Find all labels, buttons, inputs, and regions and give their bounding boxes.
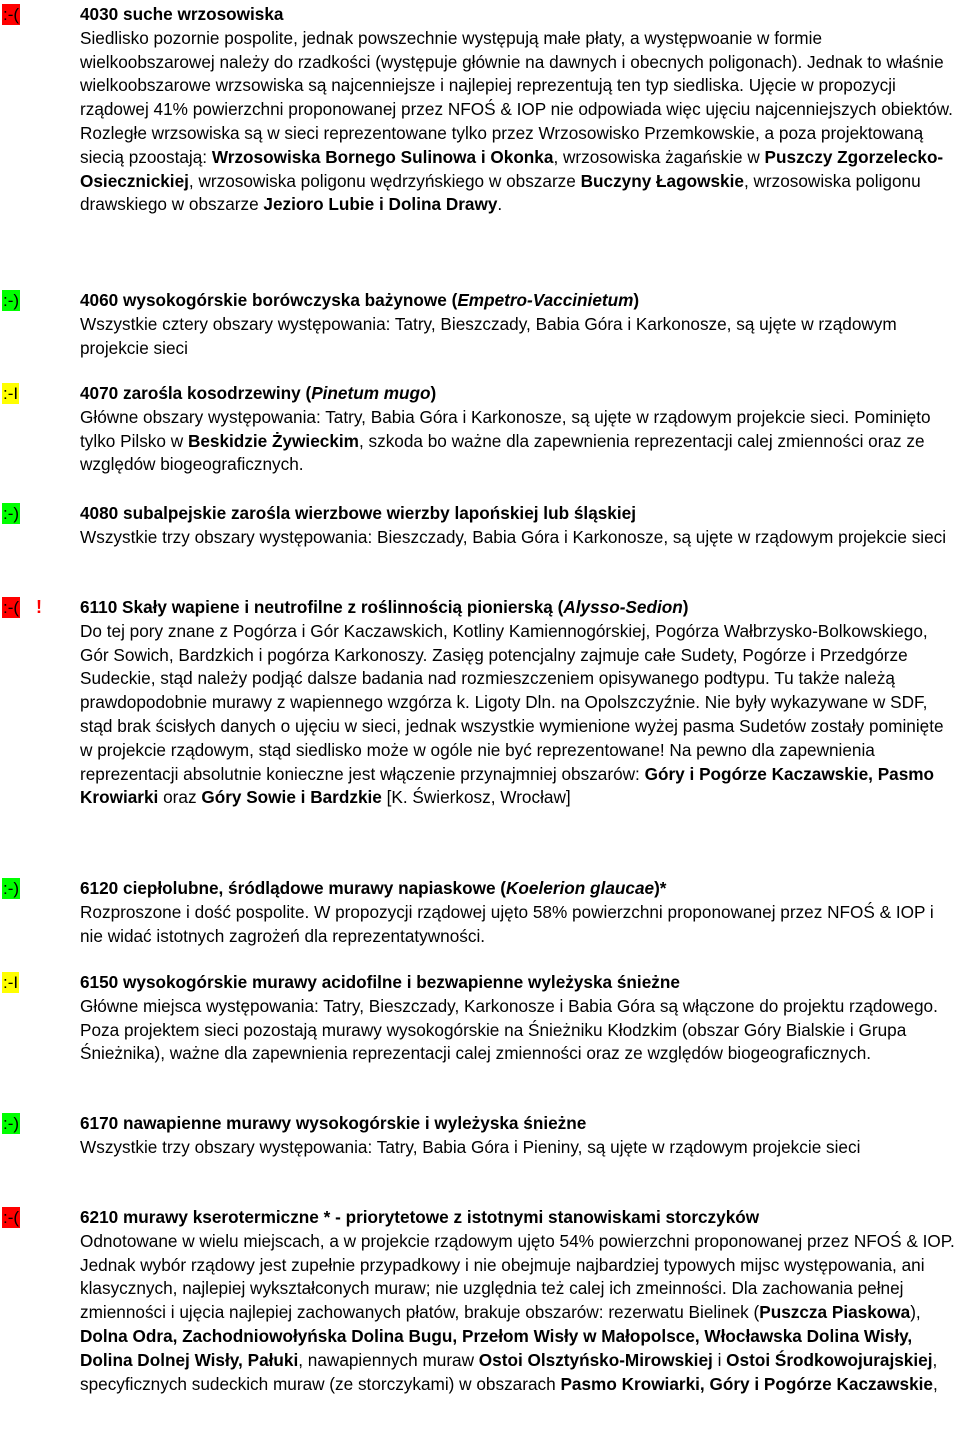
status-badge: :-) <box>3 504 20 523</box>
bold-text: Góry Sowie i Bardzkie <box>201 787 382 808</box>
text-run: 6210 murawy kserotermiczne * - priorytetowe z istotnymi stanowiskami storczyków <box>80 1207 760 1227</box>
bold-text: Puszczy Zgorzelecko-Osiecznickiej <box>80 146 944 191</box>
habitat-title <box>80 1206 960 1230</box>
bold-text: Dolna Odra, Zachodniowołyńska Dolina Bugu, Przełom Wisły w Małopolsce, Włocławska Dolina Wisły, Dolina Dolnej Wisły, Pałuki <box>80 1325 913 1370</box>
text-run: )* <box>654 878 667 898</box>
text-run: i <box>712 1349 727 1370</box>
text-run: Do tej pory znane z Pogórza i Gór Kaczawskich, Kotliny Kamiennogórskiej, Pogórza Wałbrzysko-Bolkowskiego, Gór Sowich, Bardzkich i pogórza Karkonoszy. Zasięg potencjalny zajmuje całe Sudety, Pogórze i Przedgórze Sudeckie, stąd należy podjąć dalsze badania nad rozmieszczeniem opisywanego podtypu. Tu także należą prawdopodobnie murawy z wapiennego wzgórza k. Ligoty Dln. na Opolszczyźnie. Nie były wykazywane w SDF, stąd brak ścisłych danych o ujęciu w sieci, jednak wszystkie wymienione wyżej pasma Sudetów zostały pominięte w projekcie rządowym, stąd siedlisko może w ogóle nie być reprezentowane! Na pewno dla zapewnienia reprezentacji absolutnie konieczne jest włączenie przynajmniej obszarów: <box>80 620 944 784</box>
bold-text: Góry i Pogórze Kaczawskie, Pasmo Krowiarki <box>80 763 935 808</box>
text-run: Siedlisko pozornie pospolite, jednak powszechnie występują małe płaty, a występwoanie w formie wielkoobszarowej należy do rzadkości (występuje głównie na dawnych i obecnych poligonach). Jednak to właśnie wielkoobszarowe wrzsowiska są najcenniejsze i najlepiej reprezentują ten typ siedliska. Ujęcie w propozycji rządowej 41% powierzchni proponowanej przez NFOŚ & IOP nie odpowiada więc ujęciu najcenniejszych obiektów. Rozległe wrzsowiska są w sieci reprezentowane tylko przez Wrzosowisko Przemkowskie, a poza projektowaną siecią pzoostają: <box>80 27 953 167</box>
habitat-entry-6110 <box>0 596 960 810</box>
text-run: [K. Świerkosz, Wrocław] <box>381 787 571 808</box>
italic-text: Alysso-Sedion <box>563 597 683 617</box>
habitat-title <box>80 596 960 620</box>
habitat-entry-4080 <box>0 502 960 550</box>
habitat-description <box>80 1136 960 1160</box>
text-run: 6150 wysokogórskie murawy acidofilne i bezwapienne wyleżyska śnieżne <box>80 972 680 992</box>
bold-text: Beskidzie Żywieckim <box>187 430 359 451</box>
text-run: 6170 nawapienne murawy wysokogórskie i wyleżyska śnieżne <box>80 1113 587 1133</box>
text-run: , szkoda bo ważne dla zapewnienia reprezentacji calej zmienności oraz ze względów biogeograficznych. <box>80 430 925 475</box>
habitat-title <box>80 877 960 901</box>
bold-text: Jezioro Lubie i Dolina Drawy <box>263 194 498 215</box>
text-run: 4060 wysokogórskie borówczyska bażynowe ( <box>80 290 458 310</box>
bold-text: Puszcza Piaskowa <box>759 1302 911 1323</box>
text-run: oraz <box>158 787 202 808</box>
italic-text: Empetro-Vaccinietum <box>457 290 634 310</box>
status-badge: :-) <box>3 1114 20 1133</box>
text-run: , specyficznych sudeckich muraw (ze storczykami) w obszarach <box>80 1349 938 1394</box>
status-badge: :-( <box>3 1208 20 1227</box>
text-run: Rozproszone i dość pospolite. W propozycji rządowej ujęto 58% powierzchni proponowanej przez NFOŚ & IOP i nie widać istotnych zagrożeń dla reprezentatywności. <box>80 901 934 946</box>
habitat-title <box>80 971 960 995</box>
habitat-title <box>80 1112 960 1136</box>
habitat-title <box>80 382 960 406</box>
text-run: ) <box>430 383 437 403</box>
habitat-entry-6150 <box>0 971 960 1066</box>
bold-text: Ostoi Środkowojurajskiej <box>726 1349 933 1370</box>
habitat-entry-6120 <box>0 877 960 948</box>
status-badge: :-( <box>3 598 20 617</box>
habitat-entry-4060 <box>0 289 960 360</box>
status-badge: :-I <box>3 973 19 992</box>
text-run: Wszystkie trzy obszary występowania: Tatry, Babia Góra i Pieniny, są ujęte w rządowym projekcie sieci <box>80 1136 861 1157</box>
text-run: ) <box>682 597 689 617</box>
habitat-description <box>80 526 960 550</box>
bold-text: Pasmo Krowiarki, Góry i Pogórze Kaczawskie <box>560 1373 933 1394</box>
habitat-title <box>80 289 960 313</box>
habitat-entry-4030 <box>0 3 960 217</box>
text-run: Główne miejsca występowania: Tatry, Bieszczady, Karkonosze i Babia Góra są włączone do projektu rządowego. Poza projektem sieci pozostają murawy wysokogórskie na Śnieżniku Kłodzkim (obszar Góry Bialskie i Grupa Śnieżnika), ważne dla zapewnienia reprezentacji calej zmienności oraz ze względów biogeograficznych. <box>80 995 938 1064</box>
text-run: ), <box>910 1302 921 1323</box>
habitat-entry-4070 <box>0 382 960 477</box>
text-run: Wszystkie trzy obszary występowania: Bieszczady, Babia Góra i Karkonosze, są ujęte w rządowym projekcie sieci <box>80 526 947 547</box>
bold-text: Wrzosowiska Bornego Sulinowa i Okonka <box>211 146 554 167</box>
text-run: , wrzosowiska żagańskie w <box>553 146 765 167</box>
text-run: 4030 suche wrzosowiska <box>80 4 284 24</box>
status-badge: :-I <box>3 384 19 403</box>
habitat-description <box>80 995 960 1066</box>
bold-text: Ostoi Olsztyńsko-Mirowskiej <box>478 1349 713 1370</box>
habitat-title <box>80 3 960 27</box>
text-run: , wrzosowiska poligonu drawskiego w obszarze <box>80 170 921 215</box>
text-run: , wrzosowiska poligonu wędrzyńskiego w obszarze <box>188 170 581 191</box>
bold-text: Buczyny Łagowskie <box>580 170 744 191</box>
italic-text: Pinetum mugo <box>311 383 431 403</box>
text-run: 6110 Skały wapiene i neutrofilne z roślinnością pionierską ( <box>80 597 564 617</box>
text-run: Wszystkie cztery obszary występowania: Tatry, Bieszczady, Babia Góra i Karkonosze, są ujęte w rządowym projekcie sieci <box>80 313 897 358</box>
italic-text: Koelerion glaucae <box>506 878 655 898</box>
habitat-description <box>80 313 960 361</box>
text-run: 4080 subalpejskie zarośla wierzbowe wierzby lapońskiej lub śląskiej <box>80 503 636 523</box>
text-run: ) <box>633 290 640 310</box>
habitat-description <box>80 1230 960 1397</box>
status-badge: :-( <box>3 5 20 24</box>
text-run: , <box>933 1373 938 1394</box>
habitat-title <box>80 502 960 526</box>
habitat-description <box>80 620 960 810</box>
text-run: Główne obszary występowania: Tatry, Babia Góra i Karkonosze, są ujęte w rządowym projekcie sieci. Pominięto tylko Pilsko w <box>80 406 931 451</box>
text-run: 6120 ciepłolubne, śródlądowe murawy napiaskowe ( <box>80 878 507 898</box>
text-run: Odnotowane w wielu miejscach, a w projekcie rządowym ujęto 54% powierzchni proponowanej przez NFOŚ & IOP. Jednak wybór rządowy jest zupełnie przypadkowy i nie obejmuje najbardziej typowych mijsc występowania, ani klasycznych, najlepiej wykształconych muraw; nie uzględnia też calej ich zmeinności. Dla zachowania pełnej zmienności i ujęcia najlepiej zachowanych płatów, brakuje obszarów: rezerwatu Bielinek ( <box>80 1230 955 1323</box>
habitat-entry-6210 <box>0 1206 960 1396</box>
text-run: , nawapiennych muraw <box>298 1349 479 1370</box>
habitat-description <box>80 406 960 477</box>
status-badge: :-) <box>3 879 20 898</box>
status-badge: :-) <box>3 291 20 310</box>
habitat-description <box>80 901 960 949</box>
text-run: . <box>497 194 503 215</box>
habitat-description <box>80 27 960 217</box>
habitat-entry-6170 <box>0 1112 960 1160</box>
text-run: 4070 zarośla kosodrzewiny ( <box>80 383 312 403</box>
alert-mark: ! <box>36 597 42 617</box>
